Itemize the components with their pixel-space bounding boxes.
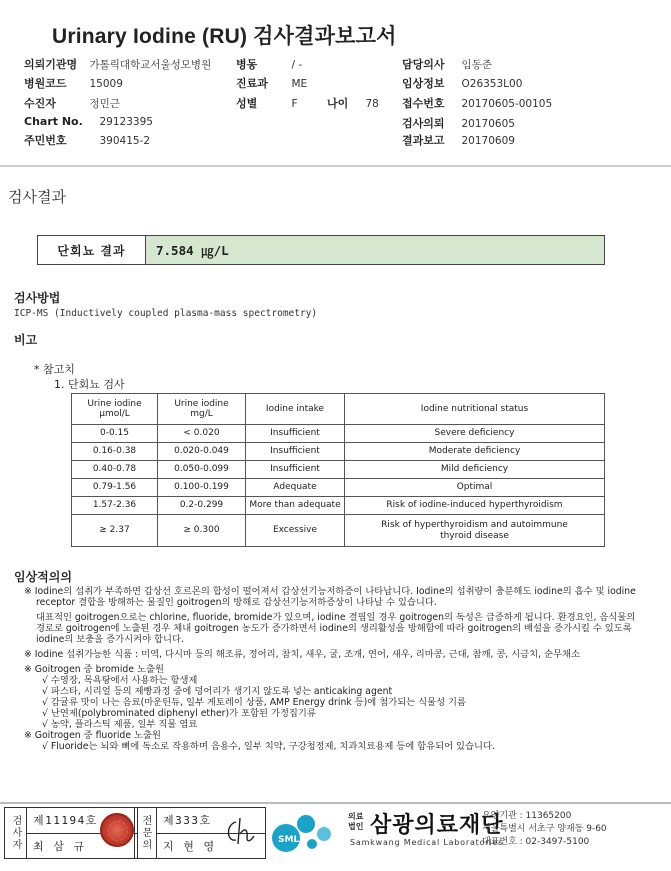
chart-no-field <box>24 115 153 128</box>
table-cell: Adequate <box>246 479 345 497</box>
reference-table <box>71 393 605 547</box>
table-row <box>72 497 605 515</box>
header-text: Iodine nutritional status <box>420 403 529 414</box>
request-org-label: 의뢰기관명 <box>24 58 78 71</box>
sex-value: F <box>291 98 298 110</box>
table-row <box>72 461 605 479</box>
result-box <box>37 235 605 265</box>
header-text: Iodine intake <box>265 403 325 414</box>
result-report-field <box>402 132 515 148</box>
signature-icon <box>222 814 258 848</box>
bromide-item: √ 감귤류 맛이 나는 음료(마운틴듀, 일부 게토레이 상품, AMP Energy drink 등)에 첨가되는 식물성 기름 <box>42 697 466 708</box>
seal-stamp-icon <box>100 813 134 847</box>
table-row <box>72 515 605 547</box>
table-cell: 0.020-0.049 <box>158 443 246 461</box>
clinical-info-label: 임상정보 <box>402 77 445 90</box>
table-cell: 0.100-0.199 <box>158 479 246 497</box>
clinical-title: 임상적의의 <box>14 570 72 584</box>
resident-no-field <box>24 132 150 148</box>
age-value: 78 <box>365 98 379 110</box>
patient-value: 정민근 <box>89 98 120 110</box>
fluoride-item: √ Fluoride는 뇌와 뼈에 독소로 작용하며 음용수, 일부 치약, 구강청정제, 치과치료용제 등에 함유되어 있습니다. <box>42 741 495 752</box>
table-cell: More than adequate <box>246 497 345 515</box>
age-field <box>327 95 379 111</box>
table-cell: 0.050-0.099 <box>158 461 246 479</box>
ward-value: / - <box>291 59 303 71</box>
table-cell: 1.57-2.36 <box>72 497 158 515</box>
org-info <box>482 810 607 849</box>
inspector-label: 검사자 <box>5 808 27 858</box>
fluoride-title: ※ Goitrogen 중 fluoride 노출원 <box>24 730 161 741</box>
chart-no-label: Chart No. <box>24 115 83 128</box>
sex-label: 성별 <box>236 97 258 110</box>
patient-label: 수진자 <box>24 97 56 110</box>
table-cell: 0.16-0.38 <box>72 443 158 461</box>
clinical-text <box>24 586 644 752</box>
specialist-name: 지 현 영 <box>157 833 265 858</box>
sex-field <box>236 95 298 111</box>
table-cell: ≥ 2.37 <box>72 515 158 547</box>
age-label: 나이 <box>327 97 349 110</box>
request-org-value: 가톨릭대학교서울성모병원 <box>89 59 212 71</box>
table-cell: Mild deficiency <box>345 461 605 479</box>
patient-field <box>24 95 120 111</box>
table-header-mgl <box>158 394 246 425</box>
clinical-paragraph-3: ※ Iodine 섭취가능한 식품 : 미역, 다시마 등의 해조류, 정어리, 참치, 새우, 굴, 조개, 연어, 새우, 리마콩, 근대, 참깨, 콩, 시금치, 순무채소 <box>24 649 580 660</box>
reference-note: * 참고치 <box>34 363 75 376</box>
doctor-value: 임동준 <box>461 59 492 71</box>
clinical-info-value: O26353L00 <box>461 78 523 90</box>
report-title: Urinary Iodine (RU) 검사결과보고서 <box>52 25 397 48</box>
footer-divider <box>0 802 671 804</box>
receipt-no-value: 20170605-00105 <box>461 98 553 110</box>
table-cell: Moderate deficiency <box>345 443 605 461</box>
receipt-no-field <box>402 95 552 111</box>
bromide-item: √ 난연제(polybrominated diphenyl ether)가 포함된 가정집기류 <box>42 708 316 719</box>
hospital-code-label: 병원코드 <box>24 77 67 90</box>
resident-no-label: 주민번호 <box>24 134 67 147</box>
receipt-no-label: 접수번호 <box>402 97 445 110</box>
remarks-title: 비고 <box>14 333 38 347</box>
table-cell: 0-0.15 <box>72 425 158 443</box>
table-cell: < 0.020 <box>158 425 246 443</box>
clinical-paragraph-1: ※ Iodine의 섭취가 부족하면 갑상선 호르몬의 합성이 떨어져서 갑상선기능저하증이 나타납니다. Iodine의 섭취량이 충분해도 iodine의 흡수 및 iodine receptor 결합을 방해하는 물질인 goitrogen의 방해로 갑상선기능저하증상이 나타날 수 있습니다. <box>24 586 636 608</box>
reference-subtitle: 1. 단회뇨 검사 <box>54 378 125 391</box>
table-cell: Excessive <box>246 515 345 547</box>
table-cell: Optimal <box>345 479 605 497</box>
result-label: 단회뇨 결과 <box>38 236 146 264</box>
result-report-value: 20170609 <box>461 135 515 147</box>
ward-field <box>236 56 302 72</box>
table-cell: 0.79-1.56 <box>72 479 158 497</box>
department-label: 진료과 <box>236 77 268 90</box>
method-text: ICP-MS (Inductively coupled plasma-mass spectrometry) <box>14 308 318 319</box>
org-info-line: 요양기관 : 11365200 <box>482 811 572 821</box>
method-title: 검사방법 <box>14 291 61 305</box>
results-section-title: 검사결과 <box>8 188 66 206</box>
doctor-field <box>402 56 492 72</box>
table-row <box>72 443 605 461</box>
resident-no-value: 390415-2 <box>99 135 151 147</box>
doctor-label: 담당의사 <box>402 58 445 71</box>
org-prefix: 의료 법인 <box>348 812 364 831</box>
ward-label: 병동 <box>236 58 258 71</box>
table-cell: Insufficient <box>246 425 345 443</box>
org-info-line: 서울특별시 서초구 양재동 9-60 <box>482 824 607 834</box>
table-header-status <box>345 394 605 425</box>
bromide-item: √ 파스타, 시리얼 등의 제빵과정 중에 덩어리가 생기지 않도록 넣는 anticaking agent <box>42 686 393 697</box>
table-header-intake <box>246 394 345 425</box>
sml-logo-icon <box>272 808 342 856</box>
header-text: Urine iodine mg/L <box>174 398 229 419</box>
header-text: Urine iodine μmol/L <box>87 398 142 419</box>
chart-no-value: 29123395 <box>99 116 153 128</box>
org-name: 삼광의료재단 <box>370 813 504 838</box>
table-cell: ≥ 0.300 <box>158 515 246 547</box>
inspector-license: 제11194호 <box>33 814 98 828</box>
table-header-umol <box>72 394 158 425</box>
bromide-item: √ 농약, 플라스틱 제품, 일부 직물 염료 <box>42 719 198 730</box>
table-cell: 0.40-0.78 <box>72 461 158 479</box>
bromide-title: ※ Goitrogen 중 bromide 노출원 <box>24 664 164 675</box>
bromide-item: √ 수영장, 목욕탕에서 사용하는 항생제 <box>42 675 198 686</box>
test-request-value: 20170605 <box>461 118 515 130</box>
result-report-label: 결과보고 <box>402 134 445 147</box>
department-field <box>236 75 307 91</box>
specialist-license: 제333호 <box>163 814 212 828</box>
table-cell: Risk of iodine-induced hyperthyroidism <box>345 497 605 515</box>
specialist-label: 전문의 <box>135 808 157 858</box>
table-cell: Insufficient <box>246 443 345 461</box>
table-cell: Insufficient <box>246 461 345 479</box>
test-request-label: 검사의뢰 <box>402 117 445 130</box>
org-info-line: 대표번호 : 02-3497-5100 <box>482 837 590 847</box>
logo-text: SML <box>278 835 300 845</box>
org-english-name: Samkwang Medical Laboratories <box>350 838 504 847</box>
hospital-code-field <box>24 75 123 91</box>
table-row <box>72 425 605 443</box>
table-cell: 0.2-0.299 <box>158 497 246 515</box>
header-divider <box>0 165 671 167</box>
clinical-info-field <box>402 75 522 91</box>
hospital-code-value: 15009 <box>89 78 123 90</box>
table-header-row <box>72 394 605 425</box>
table-cell: Severe deficiency <box>345 425 605 443</box>
clinical-paragraph-2: 대표적인 goitrogen으로는 chlorine, fluoride, bromide가 있으며, iodine 결핍일 경우 goitrogen의 독성은 급증하게 됩니다. 환경요인, 음식물의 경로로 goitrogen에 노출된 경우 체내 goitrogen 농도가 증가하면서 iodine의 생리활성을 방해함에 따라 goitrogen의 배설을 증가시킬 수 있도록 iodine의 보충을 증가시켜야 합니다. <box>36 612 636 645</box>
table-row <box>72 479 605 497</box>
table-cell: Risk of hyperthyroidism and autoimmune thyroid disease <box>345 515 605 547</box>
test-request-field <box>402 115 515 131</box>
inspector-name: 최 삼 규 <box>27 833 137 858</box>
request-org-field <box>24 56 211 72</box>
department-value: ME <box>291 78 308 90</box>
result-value: 7.584 ㎍/L <box>146 236 604 264</box>
